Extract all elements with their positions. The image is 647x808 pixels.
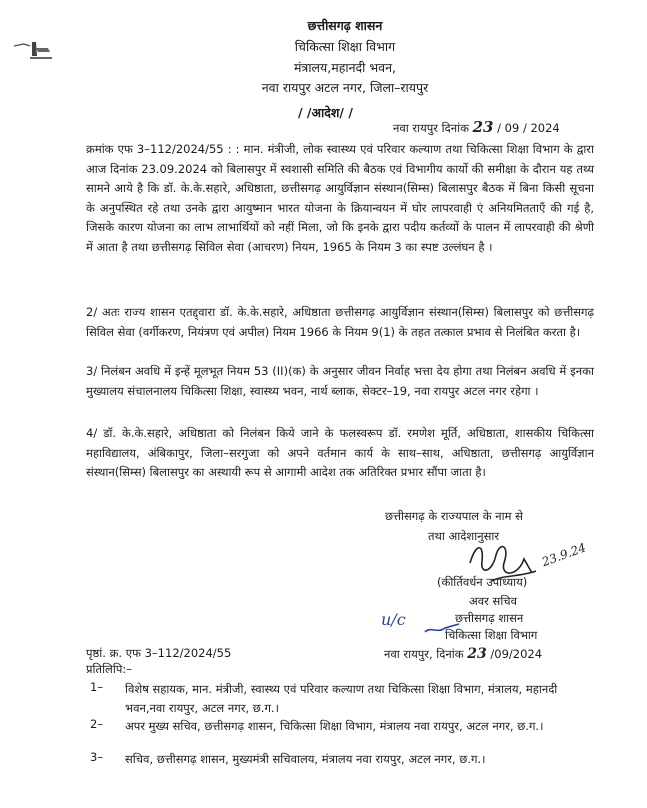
governor-line: छत्तीसगढ़ के राज्यपाल के नाम से	[385, 509, 523, 523]
ink-tick-icon	[423, 620, 463, 646]
order-line: तथा आदेशानुसार	[428, 529, 500, 543]
copy-item-1-num: 1–	[90, 680, 104, 694]
order-date-label: नवा रायपुर दिनांक	[393, 121, 469, 135]
endorsement-date-day: 23	[467, 646, 487, 662]
header-address: नवा रायपुर अटल नगर, जिला–रायपुर	[261, 80, 429, 95]
copy-item-3-text: सचिव, छत्तीसगढ़ शासन, मुख्यमंत्री सचिवालय, मंत्रालय नवा रायपुर, अटल नगर, छ.ग.।	[125, 752, 486, 766]
copy-item-2-text: अपर मुख्य सचिव, छत्तीसगढ़ शासन, चिकित्सा शिक्षा विभाग, मंत्रालय नवा रायपुर, अटल नगर, छ.ग.।	[125, 719, 544, 733]
endorsement-date-rest: /09/2024	[490, 647, 543, 661]
copy-item-2-num: 2–	[90, 717, 104, 731]
endorsement-date	[384, 646, 542, 662]
order-date-rest: / 09 / 2024	[497, 121, 560, 135]
handwritten-mark: u/c	[381, 610, 406, 629]
endorsement-date-label: नवा रायपुर, दिनांक	[384, 647, 464, 661]
endorsement-ref: पृष्ठां. क्र. एफ 3–112/2024/55	[86, 646, 232, 660]
order-title: / /आदेश/ /	[298, 105, 353, 120]
signatory-name: (कीर्तिवर्धन उपाध्याय)	[437, 575, 528, 589]
paragraph-4: 4/ डॉ. के.के.सहारे, अधिष्ठाता को निलंबन किये जाने के फलस्वरूप डॉ. रमणेश मूर्ति, अधिष्ठाता, शासकीय चिकित्सा महाविद्यालय, अंबिकापुर, जिला–सरगुजा को अपने वर्तमान कार्य के साथ–साथ, अधिष्ठाता, छत्तीसगढ़ आयुर्विज्ञान संस्थान(सिम्स) बिलासपुर का अस्थायी रूप से आगामी आदेश तक अतिरिक्त प्रभार सौंपा जाता है।	[86, 426, 594, 479]
paragraph-3: 3/ निलंबन अवधि में इन्हें मूलभूत नियम 53 (II)(क) के अनुसार जीवन निर्वाह भत्ता देय होगा तथा निलंबन अवधि में इनका मुख्यालय संचालनालय चिकित्सा शिक्षा, स्वास्थ्य भवन, नार्थ ब्लाक, सेक्टर–19, नवा रायपुर अटल नगर रहेगा ।	[86, 364, 594, 398]
header-government: छत्तीसगढ़ शासन	[307, 18, 383, 33]
signatory-department: चिकित्सा शिक्षा विभाग	[445, 628, 538, 642]
paragraph-2: 2/ अतः राज्य शासन एतद्द्वारा डॉ. के.के.सहारे, अधिष्ठाता छत्तीसगढ़ आयुर्विज्ञान संस्थान(सिम्स) बिलासपुर को छत्तीसगढ़ सिविल सेवा (वर्गीकरण, नियंत्रण एवं अपील) नियम 1966 के नियम 9(1) के तहत तत्काल प्रभाव से निलंबित करता है।	[86, 305, 594, 339]
copy-item-3-num: 3–	[90, 750, 104, 764]
copy-item-1-text: विशेष सहायक, मान. मंत्रीजी, स्वास्थ्य एवं परिवार कल्याण तथा चिकित्सा शिक्षा विभाग, मंत्रालय, महानदी भवन,नवा रायपुर, अटल नगर, छ.ग.।	[125, 682, 558, 715]
header-building: मंत्रालय,महानदी भवन,	[293, 60, 397, 75]
signatory-government: छत्तीसगढ़ शासन	[455, 611, 524, 625]
signatory-designation: अवर सचिव	[469, 594, 517, 608]
copy-label: प्रतिलिपि:–	[86, 662, 132, 676]
header-department: चिकित्सा शिक्षा विभाग	[294, 39, 396, 54]
paragraph-1: क्रमांक एफ 3–112/2024/55 : : मान. मंत्रीजी, लोक स्वास्थ्य एवं परिवार कल्याण तथा चिकित्सा शिक्षा विभाग के द्वारा आज दिनांक 23.09.2024 को बिलासपुर में स्वशासी समिति की बैठक एवं विभागीय कार्यो की समीक्षा के दौरान यह तथ्य सामने आये है कि डॉ. के.के.सहारे, अधिष्ठाता, छत्तीसगढ़ आयुर्विज्ञान संस्थान(सिम्स) बिलासपुर बैठक में बिना किसी सूचना के अनुपस्थित रहे तथा उनके द्वारा आयुष्मान भारत योजना के क्रियान्वयन में घोर लापरवाही एं अनियमितताएँ की गई है, जिसके कारण योजना का लाभ लाभार्थियों को नहीं मिला, जो कि इनके द्वारा पदीय कर्तव्यों के पालन में लापरवाही की श्रेणी में आता है तथा छत्तीसगढ़ सिविल सेवा (आचरण) नियम, 1965 के नियम 3 का स्पष्ट उल्लंघन है ।	[86, 142, 594, 254]
order-date	[393, 118, 560, 136]
order-date-day: 23	[472, 118, 494, 136]
emblem-icon	[10, 36, 56, 70]
handwritten-signature-date: 23.9.24	[540, 540, 588, 570]
